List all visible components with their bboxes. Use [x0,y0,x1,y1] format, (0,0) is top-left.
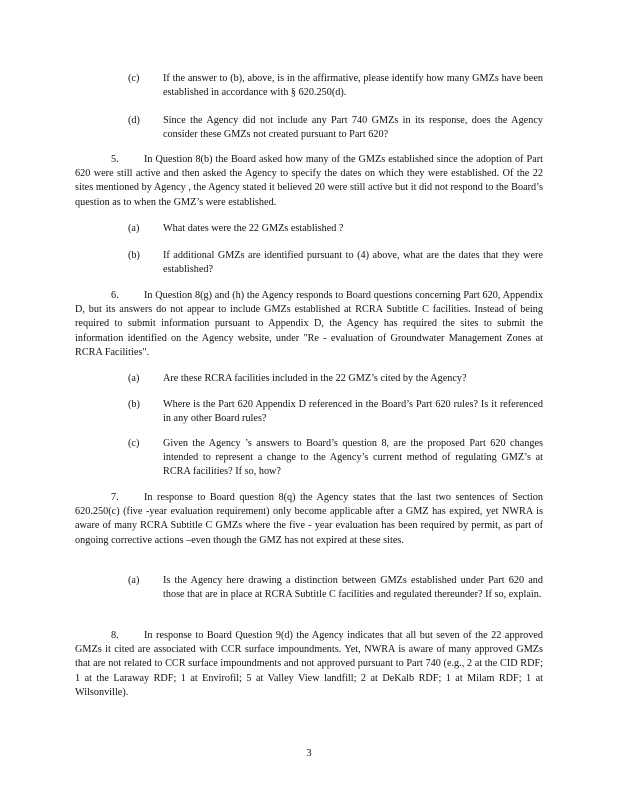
paragraph-number: 5. [111,154,119,165]
paragraph-text: In Question 8(g) and (h) the Agency responds to Board questions concerning Part 620, Appendix D, but its answers do not appear to include GMZs established at RCRA Subtitle C facilities. Instead of being required to submit information pursuant to Appendix D, the Agency has required the sites to submit the information identified on the Agency website, under "Re - evaluation of Groundwater Management Zones at RCRA Facilities". [75,290,543,358]
item-marker: (c) [128,438,140,449]
item-marker: (c) [128,73,140,84]
item-text: What dates were the 22 GMZs established ? [163,223,344,234]
item-text: Given the Agency ’s answers to Board’s question 8, are the proposed Part 620 changes intended to represent a change to the Agency’s current method of regulating GMZ’s at RCRA facilities? If so, how? [163,438,543,478]
paragraph-7 [75,491,543,548]
question-6c [128,437,543,480]
paragraph-number: 7. [111,492,119,503]
paragraph-6 [75,289,543,360]
question-6a [128,372,543,386]
page-number: 3 [306,748,312,759]
item-marker: (b) [128,250,140,261]
question-5b [128,249,543,277]
paragraph-text: In response to Board question 8(q) the Agency states that the last two sentences of Section 620.250(c) (five -year evaluation requirement) only become applicable after a GMZ has expired, yet NWRA is aware of many RCRA Subtitle C GMZs where the five - year evaluation has been required by permit, as part of ongoing corrective actions –even though the GMZ has not expired at these sites. [75,492,543,546]
item-marker: (a) [128,223,140,234]
question-6b [128,398,543,426]
paragraph-number: 6. [111,290,119,301]
item-marker: (d) [128,115,140,126]
item-text: Since the Agency did not include any Part 740 GMZs in its response, does the Agency consider these GMZs not created pursuant to Part 620? [163,115,543,141]
item-text: Where is the Part 620 Appendix D referenced in the Board’s Part 620 rules? Is it referenced in any other Board rules? [163,399,543,425]
item-text: Are these RCRA facilities included in the 22 GMZ’s cited by the Agency? [163,373,467,384]
paragraph-text: In response to Board Question 9(d) the Agency indicates that all but seven of the 22 approved GMZs it cited are associated with CCR surface impoundments. Yet, NWRA is aware of many approved GMZs that are not related to CCR surface impoundments and not approved pursuant to Part 740 (e.g., 2 at the CID RDF; 1 at the Laraway RDF; 1 at Envirofil; 5 at Valley View landfill; 2 at DeKalb RDF; 1 at Milam RDF; 1 at Wilsonville). [75,630,543,698]
paragraph-number: 8. [111,630,119,641]
item-text: If the answer to (b), above, is in the affirmative, please identify how many GMZs have been established in accordance with § 620.250(d). [163,73,543,99]
question-4c [128,72,543,100]
item-marker: (a) [128,373,140,384]
question-7a [128,574,543,602]
question-4d [128,114,543,142]
item-marker: (a) [128,575,140,586]
question-5a [128,222,543,236]
item-marker: (b) [128,399,140,410]
paragraph-text: In Question 8(b) the Board asked how many of the GMZs established since the adoption of Part 620 were still active and then asked the Agency to specify the dates on which they were established. Of the 22 sites mentioned by Agency , the Agency stated it believed 20 were still active but it did not respond to the Board’s question as to when the GMZ’s were established. [75,154,543,208]
paragraph-8 [75,629,543,700]
item-text: Is the Agency here drawing a distinction between GMZs established under Part 620 and those that are in place at RCRA Subtitle C facilities and regulated thereunder? If so, explain. [163,575,543,601]
item-text: If additional GMZs are identified pursuant to (4) above, what are the dates that they were established? [163,250,543,276]
paragraph-5 [75,153,543,210]
